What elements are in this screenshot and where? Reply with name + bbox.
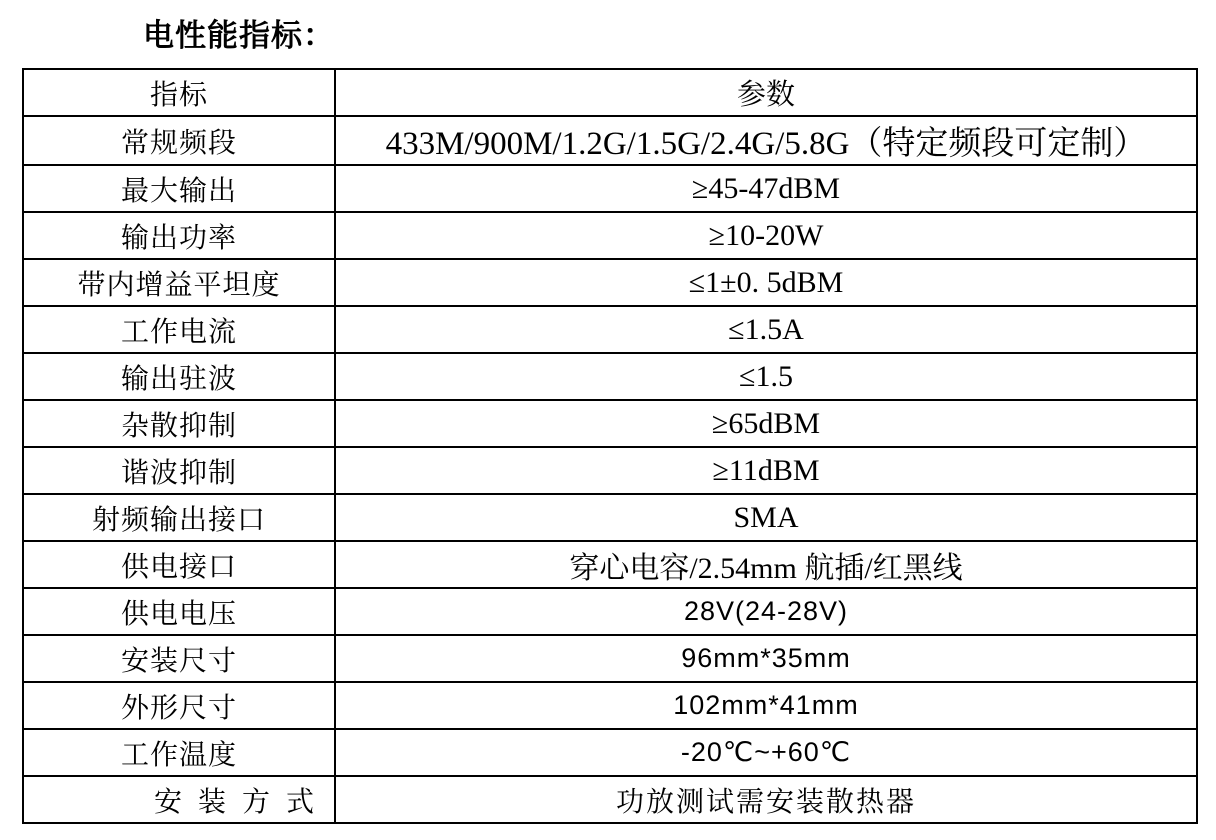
- table-row: [23, 400, 1197, 447]
- row-value: 433M/900M/1.2G/1.5G/2.4G/5.8G（特定频段可定制）: [335, 116, 1197, 165]
- row-label: 带内增益平坦度: [23, 259, 335, 306]
- table-row: [23, 541, 1197, 588]
- row-label: 供电接口: [23, 541, 335, 588]
- row-value: ≤1.5A: [335, 306, 1197, 353]
- table-row: [23, 635, 1197, 682]
- table-row: [23, 447, 1197, 494]
- row-label: 工作电流: [23, 306, 335, 353]
- row-label: 外形尺寸: [23, 682, 335, 729]
- row-label: 射频输出接口: [23, 494, 335, 541]
- spec-table: [22, 68, 1198, 824]
- table-row: [23, 353, 1197, 400]
- row-value: ≥11dBM: [335, 447, 1197, 494]
- row-value: 穿心电容/2.54mm 航插/红黑线: [335, 541, 1197, 588]
- table-row: [23, 494, 1197, 541]
- row-value: ≤1±0. 5dBM: [335, 259, 1197, 306]
- row-label: 最大输出: [23, 165, 335, 212]
- row-value: 28V(24-28V): [335, 588, 1197, 635]
- table-row: [23, 212, 1197, 259]
- row-value: ≥65dBM: [335, 400, 1197, 447]
- row-label: 供电电压: [23, 588, 335, 635]
- row-value: 功放测试需安装散热器: [335, 776, 1197, 823]
- table-row: [23, 116, 1197, 165]
- header-row: [23, 69, 1197, 116]
- table-row: [23, 682, 1197, 729]
- row-label: 工作温度: [23, 729, 335, 776]
- row-value: 96mm*35mm: [335, 635, 1197, 682]
- row-label: 安装尺寸: [23, 635, 335, 682]
- spec-table-body: [23, 116, 1197, 823]
- table-row: [23, 588, 1197, 635]
- table-row: [23, 776, 1197, 823]
- row-value: 102mm*41mm: [335, 682, 1197, 729]
- row-value: ≤1.5: [335, 353, 1197, 400]
- table-row: [23, 259, 1197, 306]
- row-label: 杂散抑制: [23, 400, 335, 447]
- table-row: [23, 165, 1197, 212]
- row-value: ≥10-20W: [335, 212, 1197, 259]
- row-label: 输出驻波: [23, 353, 335, 400]
- row-label: 常规频段: [23, 116, 335, 165]
- header-parameter: 参数: [335, 69, 1197, 116]
- row-label: 谐波抑制: [23, 447, 335, 494]
- row-label: 安装方式: [23, 776, 335, 823]
- page-title: 电性能指标：: [143, 18, 335, 53]
- header-indicator: 指标: [23, 69, 335, 116]
- row-value: ≥45-47dBM: [335, 165, 1197, 212]
- table-row: [23, 306, 1197, 353]
- row-value: SMA: [335, 494, 1197, 541]
- row-label: 输出功率: [23, 212, 335, 259]
- table-row: [23, 729, 1197, 776]
- row-value: -20℃~+60℃: [335, 729, 1197, 776]
